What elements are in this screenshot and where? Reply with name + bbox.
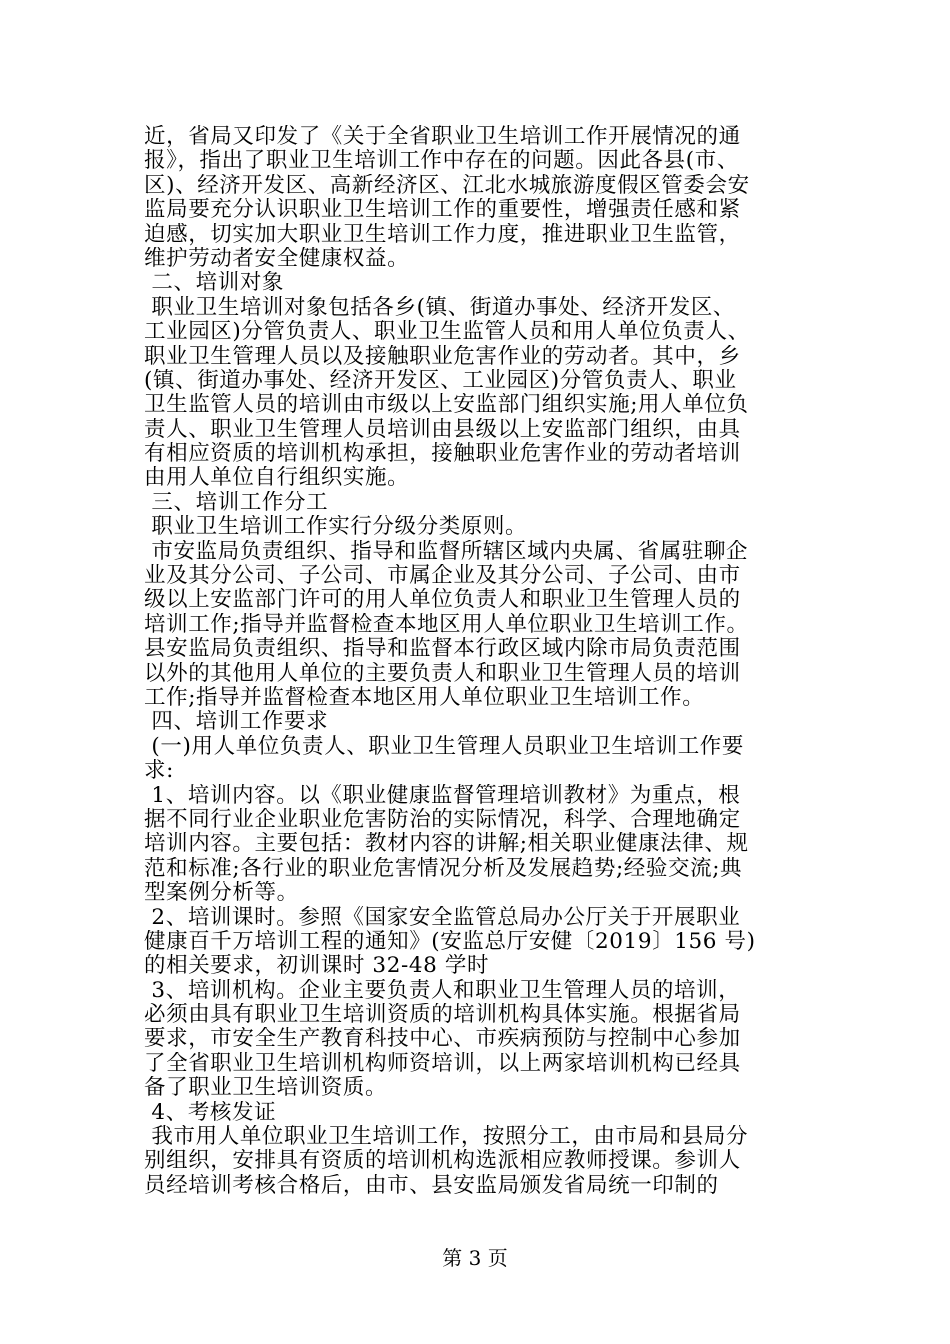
text-line: 迫感，切实加大职业卫生培训工作力度，推进职业卫生监管，	[144, 222, 741, 247]
document-body	[144, 125, 814, 1198]
text-line: 由用人单位自行组织实施。	[144, 466, 410, 491]
text-line: 4、考核发证	[144, 1100, 277, 1125]
text-line: 我市用人单位职业卫生培训工作，按照分工，由市局和县局分	[144, 1125, 749, 1150]
text-line: 四、培训工作要求	[144, 710, 329, 735]
text-line: 近，省局又印发了《关于全省职业卫生培训工作开展情况的通	[144, 125, 741, 149]
text-line: 要求，市安全生产教育科技中心、市疾病预防与控制中心参加	[144, 1027, 741, 1052]
text-line: 别组织，安排具有资质的培训机构选派相应教师授课。参训人	[144, 1149, 741, 1174]
text-line: 了全省职业卫生培训机构师资培训，以上两家培训机构已经具	[144, 1051, 741, 1076]
text-line: 市安监局负责组织、指导和监督所辖区域内央属、省属驻聊企	[144, 539, 749, 564]
text-line: 维护劳动者安全健康权益。	[144, 246, 410, 271]
text-line: 责人、职业卫生管理人员培训由县级以上安监部门组织，由具	[144, 417, 741, 442]
text-line: 卫生监管人员的培训由市级以上安监部门组织实施;用人单位负	[144, 393, 749, 418]
text-line: 据不同行业企业职业危害防治的实际情况，科学、合理地确定	[144, 807, 741, 832]
text-line: 健康百千万培训工程的通知》(安监总厅安健〔2019〕156 号)	[144, 929, 756, 954]
text-line: 监局要充分认识职业卫生培训工作的重要性，增强责任感和紧	[144, 198, 741, 223]
text-line: 3、培训机构。企业主要负责人和职业卫生管理人员的培训，	[144, 978, 741, 1003]
text-line: 2、培训课时。参照《国家安全监管总局办公厅关于开展职业	[144, 905, 741, 930]
text-line: 培训内容。主要包括：教材内容的讲解;相关职业健康法律、规	[144, 832, 749, 857]
text-line: 工业园区)分管负责人、职业卫生监管人员和用人单位负责人、	[144, 320, 750, 345]
text-line: 二、培训对象	[144, 271, 285, 296]
text-line: 员经培训考核合格后，由市、县安监局颁发省局统一印制的	[144, 1173, 719, 1198]
text-line: 有相应资质的培训机构承担，接触职业危害作业的劳动者培训	[144, 442, 741, 467]
text-line: 培训工作;指导并监督检查本地区用人单位职业卫生培训工作。	[144, 612, 749, 637]
page-number: 第 3 页	[442, 1246, 508, 1270]
text-line: 工作;指导并监督检查本地区用人单位职业卫生培训工作。	[144, 685, 705, 710]
text-line: 职业卫生培训对象包括各乡(镇、街道办事处、经济开发区、	[144, 295, 736, 320]
text-line: 范和标准;各行业的职业危害情况分析及发展趋势;经验交流;典	[144, 856, 743, 881]
text-line: 报》，指出了职业卫生培训工作中存在的问题。因此各县(市、	[144, 149, 739, 174]
text-line: 三、培训工作分工	[144, 490, 329, 515]
text-line: 以外的其他用人单位的主要负责人和职业卫生管理人员的培训	[144, 661, 741, 686]
text-line: 备了职业卫生培训资质。	[144, 1076, 388, 1101]
text-line: 的相关要求，初训课时 32-48 学时	[144, 954, 490, 979]
text-line: 业及其分公司、子公司、市属企业及其分公司、子公司、由市	[144, 564, 741, 589]
text-line: (一)用人单位负责人、职业卫生管理人员职业卫生培训工作要	[144, 734, 745, 759]
text-line: 县安监局负责组织、指导和监督本行政区域内除市局负责范围	[144, 637, 741, 662]
text-line: 区)、经济开发区、高新经济区、江北水城旅游度假区管委会安	[144, 173, 750, 198]
text-line: 1、培训内容。以《职业健康监督管理培训教材》为重点，根	[144, 783, 741, 808]
text-line: 必须由具有职业卫生培训资质的培训机构具体实施。根据省局	[144, 1003, 741, 1028]
text-line: 级以上安监部门许可的用人单位负责人和职业卫生管理人员的	[144, 588, 741, 613]
text-line: 职业卫生管理人员以及接触职业危害作业的劳动者。其中，乡	[144, 344, 741, 369]
text-line: 型案例分析等。	[144, 881, 299, 906]
text-line: 求:	[144, 759, 174, 784]
text-line: (镇、街道办事处、经济开发区、工业园区)分管负责人、职业	[144, 368, 737, 393]
text-line: 职业卫生培训工作实行分级分类原则。	[144, 515, 528, 540]
